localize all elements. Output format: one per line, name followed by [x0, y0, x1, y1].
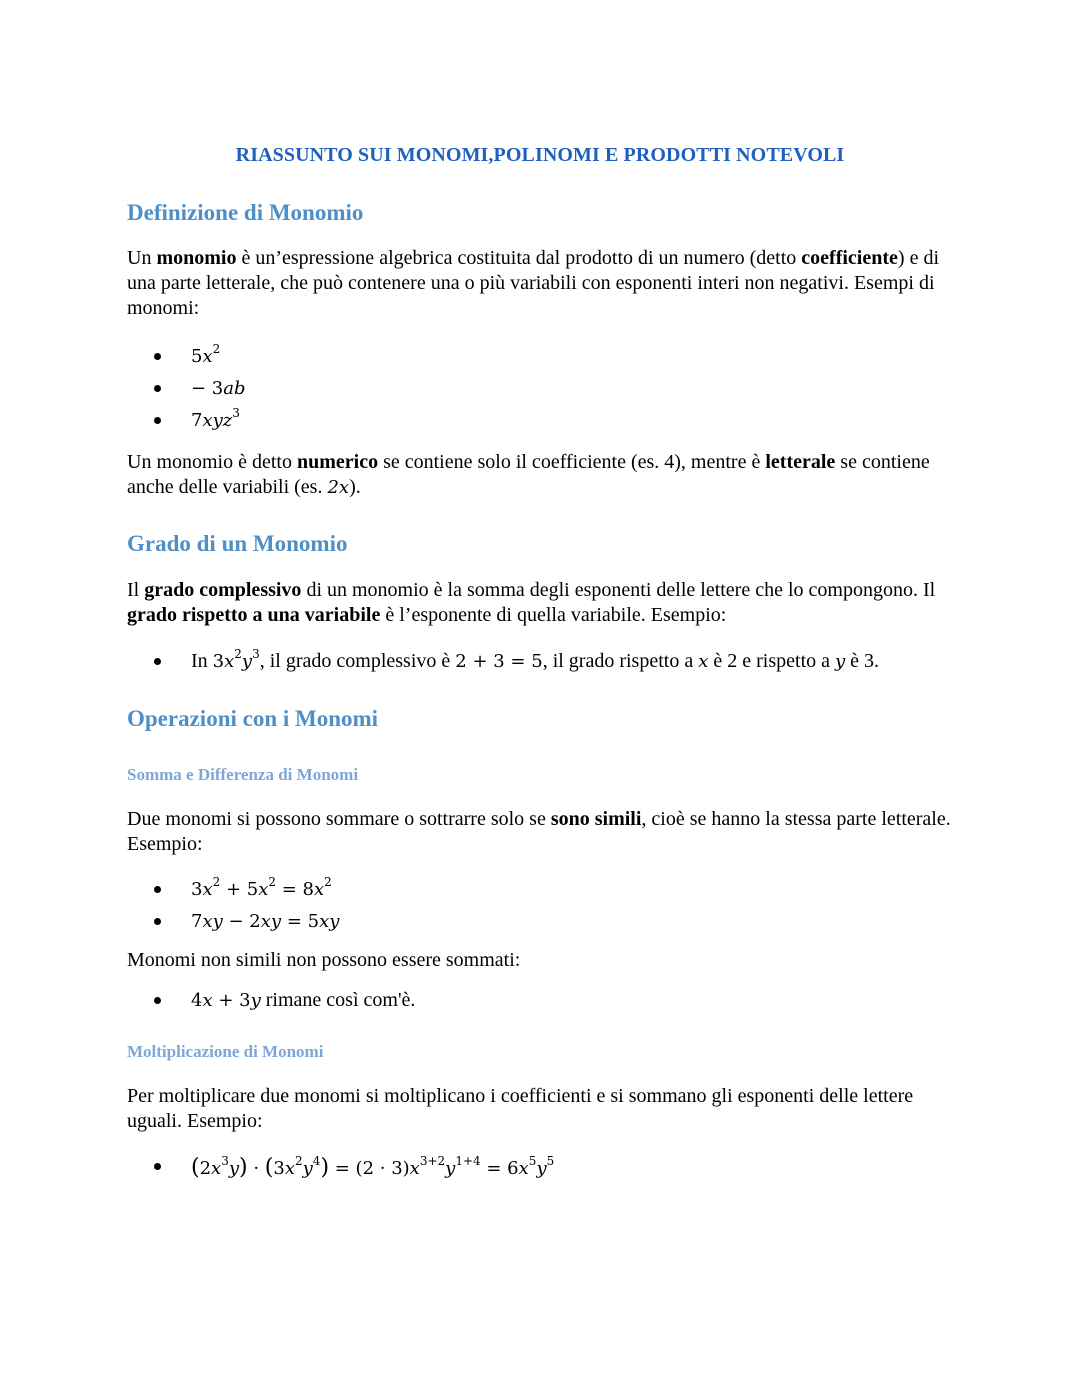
section-heading-operazioni: Operazioni con i Monomi: [127, 706, 379, 731]
list-item: [154, 1150, 554, 1186]
paragraph-non-simili: Monomi non simili non possono essere sommati:: [127, 949, 521, 971]
paragraph-numerico: Un monomio è detto numerico se contiene solo il coefficiente (es. 4), mentre è letterale se contiene anche delle variabili (es. 2x).: [127, 451, 930, 498]
math-5x2: $5x^2$: [191, 342, 221, 367]
subheading-moltiplicazione: Moltiplicazione di Monomi: [127, 1042, 324, 1061]
paragraph-grado: Il grado complessivo di un monomio è la somma degli esponenti delle lettere che lo compongono. Il grado rispetto a una variabile è l’esponente di quella variabile. Esempio:: [127, 579, 936, 626]
moltiplicazione-list: [154, 1150, 554, 1186]
examples-list: [154, 340, 246, 436]
list-item: [154, 372, 246, 404]
math-product-example: $(2x^3y) \cdot (3x^2y^4) = (2 \cdot 3)x^{3+2}y^{1+4} = 6x^5y^5$: [191, 1154, 555, 1180]
math-minus3ab: − 3ab: [191, 378, 246, 399]
math-diff-example: 7xy − 2xy = 5xy: [191, 911, 340, 932]
list-item: In $3x^2y^3$, il grado complessivo è 2 + 3 = 5, il grado rispetto a x è 2 e rispetto a y è 3.: [154, 645, 879, 677]
paragraph-somma: Due monomi si possono sommare o sottrarre solo se sono simili, cioè se hanno la stessa parte letterale. Esempio:: [127, 808, 951, 855]
section-heading-definizione: Definizione di Monomio: [127, 200, 364, 225]
list-item: [154, 340, 246, 372]
list-item: [154, 905, 339, 937]
somma-examples-list: [154, 873, 339, 937]
list-item: [154, 873, 339, 905]
math-7xyz3: 7xyz$^3$: [191, 406, 240, 431]
math-sum-example: $3x^2 + 5x^2 = 8x^2$: [191, 875, 332, 900]
subheading-somma: Somma e Differenza di Monomi: [127, 765, 359, 784]
paragraph-moltiplicazione: Per moltiplicare due monomi si moltiplicano i coefficienti e si sommano gli esponenti delle lettere uguali. Esempio:: [127, 1085, 914, 1132]
paragraph-definizione: Un monomio è un’espressione algebrica costituita dal prodotto di un numero (detto coefficiente) e di una parte letterale, che può contenere una o più variabili con esponenti interi non negativi. Esempi di monomi:: [127, 247, 939, 319]
list-item: 4x + 3y rimane così com'è.: [154, 984, 415, 1016]
section-heading-grado: Grado di un Monomio: [127, 531, 348, 556]
math-4x-3y: 4x + 3y: [191, 990, 261, 1011]
list-item: [154, 404, 246, 436]
page-title: RIASSUNTO SUI MONOMI,POLINOMI E PRODOTTI NOTEVOLI: [235, 144, 845, 166]
non-simili-list: [154, 984, 415, 1016]
grado-example-list: [154, 645, 879, 677]
